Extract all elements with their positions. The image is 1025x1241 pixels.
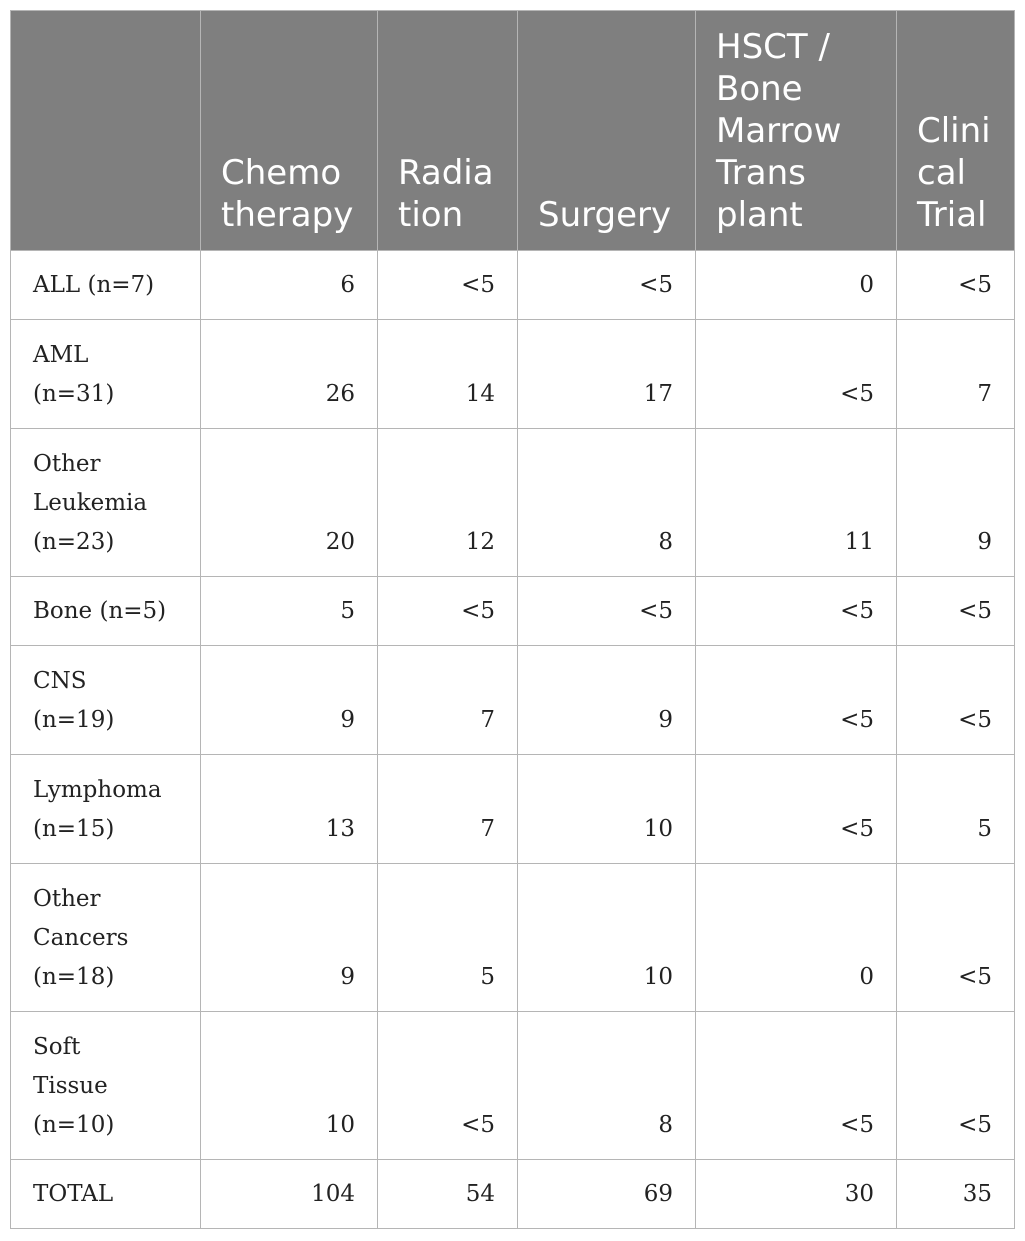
table-row (11, 251, 1015, 320)
header-cell-clinical-trial: Clini cal Trial (897, 11, 1015, 251)
table-cell: 35 (897, 1160, 1015, 1229)
table-row (11, 429, 1015, 577)
row-label: CNS (n=19) (11, 646, 201, 755)
table-cell: 104 (201, 1160, 378, 1229)
table-cell: <5 (696, 1012, 897, 1160)
table-cell: <5 (518, 577, 696, 646)
table-cell: <5 (897, 646, 1015, 755)
table-cell: <5 (518, 251, 696, 320)
table-cell: 5 (897, 755, 1015, 864)
table-cell: 30 (696, 1160, 897, 1229)
table-cell: <5 (378, 577, 518, 646)
row-label: Bone (n=5) (11, 577, 201, 646)
table-cell: 8 (518, 429, 696, 577)
table-row (11, 864, 1015, 1012)
header-cell-radiation: Radia tion (378, 11, 518, 251)
header-cell-chemotherapy: Chemo therapy (201, 11, 378, 251)
header-cell-surgery: Surgery (518, 11, 696, 251)
header-cell-hsct: HSCT / Bone Marrow Trans plant (696, 11, 897, 251)
table-cell: 5 (201, 577, 378, 646)
table-cell: <5 (897, 251, 1015, 320)
table-cell: 9 (201, 864, 378, 1012)
row-label: Soft Tissue (n=10) (11, 1012, 201, 1160)
table-cell: <5 (897, 864, 1015, 1012)
table-cell: 11 (696, 429, 897, 577)
table-row (11, 577, 1015, 646)
table-cell: <5 (378, 251, 518, 320)
table-cell: 5 (378, 864, 518, 1012)
table-cell: 9 (201, 646, 378, 755)
table-cell: 6 (201, 251, 378, 320)
table-cell: 7 (378, 755, 518, 864)
table-cell: <5 (696, 320, 897, 429)
table-cell: 54 (378, 1160, 518, 1229)
table-cell: 9 (897, 429, 1015, 577)
table-cell: <5 (378, 1012, 518, 1160)
table-cell: <5 (897, 1012, 1015, 1160)
row-label: Lymphoma (n=15) (11, 755, 201, 864)
table-cell: 26 (201, 320, 378, 429)
table-header (11, 11, 1015, 251)
table-cell: <5 (696, 646, 897, 755)
row-label: AML (n=31) (11, 320, 201, 429)
table-row (11, 755, 1015, 864)
table-cell: 13 (201, 755, 378, 864)
table-row (11, 1012, 1015, 1160)
table-cell: 0 (696, 864, 897, 1012)
table-cell: 10 (518, 755, 696, 864)
row-label: Other Cancers (n=18) (11, 864, 201, 1012)
table-body (11, 251, 1015, 1229)
table-cell: 8 (518, 1012, 696, 1160)
table-cell: 7 (897, 320, 1015, 429)
header-cell-category (11, 11, 201, 251)
table-cell: 7 (378, 646, 518, 755)
table-cell: 20 (201, 429, 378, 577)
row-label: ALL (n=7) (11, 251, 201, 320)
table-cell: 10 (518, 864, 696, 1012)
table-row (11, 646, 1015, 755)
header-row (11, 11, 1015, 251)
table-cell: <5 (696, 755, 897, 864)
table-cell: <5 (696, 577, 897, 646)
row-label: TOTAL (11, 1160, 201, 1229)
table-row (11, 320, 1015, 429)
table-cell: 69 (518, 1160, 696, 1229)
table-cell: <5 (897, 577, 1015, 646)
table-cell: 0 (696, 251, 897, 320)
row-label: Other Leukemia (n=23) (11, 429, 201, 577)
table-cell: 10 (201, 1012, 378, 1160)
table-cell: 17 (518, 320, 696, 429)
treatment-table (10, 10, 1015, 1229)
table-row (11, 1160, 1015, 1229)
table-cell: 9 (518, 646, 696, 755)
table-cell: 14 (378, 320, 518, 429)
table-cell: 12 (378, 429, 518, 577)
